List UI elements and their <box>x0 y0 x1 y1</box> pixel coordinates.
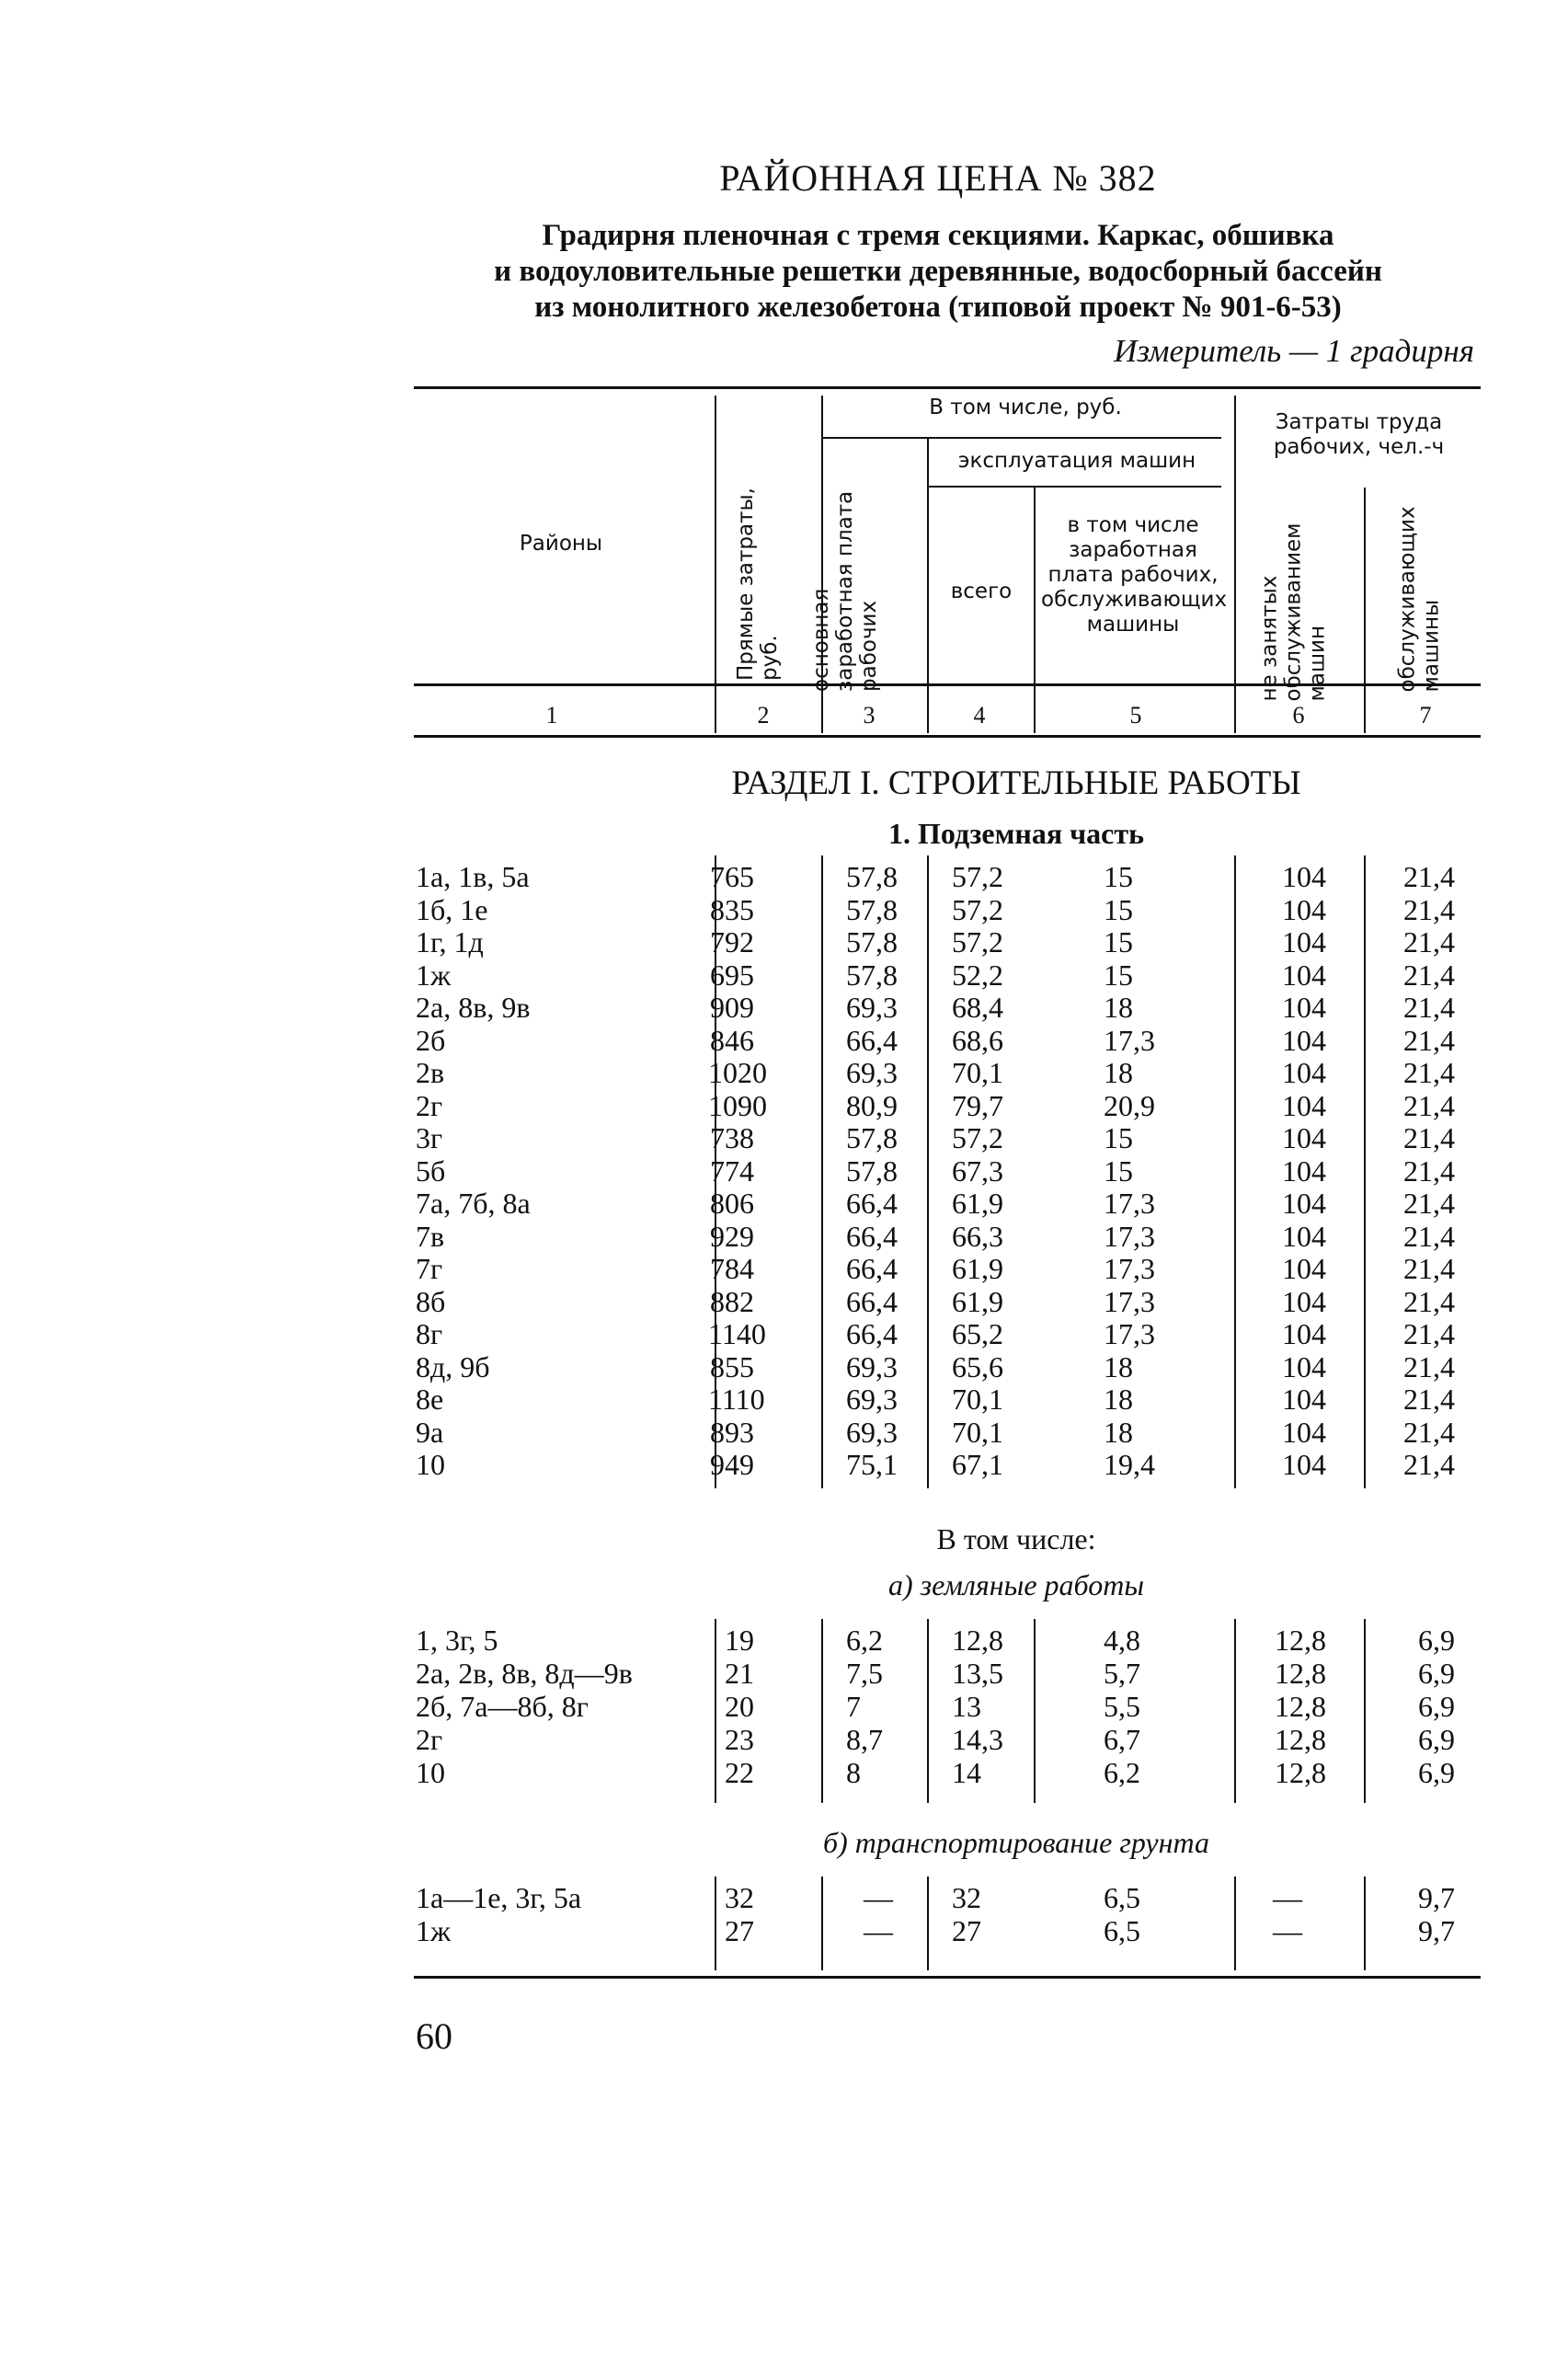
cell-machine-wage: 19,4 <box>1104 1448 1155 1481</box>
cell-base-wage: 57,8 <box>846 860 898 893</box>
table-row <box>414 958 1481 992</box>
cell-region: 9а <box>416 1415 444 1449</box>
table-row <box>414 860 1481 893</box>
cell-machine-wage: 15 <box>1104 925 1133 958</box>
cell-machine-total: 65,6 <box>952 1349 1003 1383</box>
table-row <box>414 1350 1481 1383</box>
cell-machine-wage: 15 <box>1104 958 1133 992</box>
table-row <box>414 1187 1481 1220</box>
cell-region: 1а—1е, 3г, 5а <box>416 1881 582 1914</box>
cell-machine-wage: 4,8 <box>1104 1624 1140 1657</box>
cell-labor-not-machine: 104 <box>1282 1154 1326 1188</box>
cell-direct-cost: 1020 <box>708 1056 767 1089</box>
cell-labor-not-machine: 104 <box>1282 1121 1326 1154</box>
cell-labor-not-machine: 104 <box>1282 1415 1326 1449</box>
cell-direct-cost: 846 <box>710 1023 754 1057</box>
cell-direct-cost: 792 <box>710 925 754 958</box>
cell-labor-not-machine: 104 <box>1282 1317 1326 1350</box>
cell-machine-total: 13 <box>952 1690 981 1723</box>
cell-labor-machine: 21,4 <box>1403 958 1455 992</box>
colnum-3: 3 <box>863 702 876 729</box>
table-row <box>414 925 1481 958</box>
table-row <box>414 1317 1481 1350</box>
cell-direct-cost: 20 <box>725 1690 754 1723</box>
cell-labor-machine: 6,9 <box>1418 1624 1455 1657</box>
subtitle-line-1: Градирня пленочная с тремя секциями. Каркас, обшивка <box>542 219 1334 252</box>
cell-direct-cost: 738 <box>710 1121 754 1154</box>
colnum-2: 2 <box>757 702 770 729</box>
cell-machine-total: 67,3 <box>952 1154 1003 1188</box>
cell-direct-cost: 1110 <box>708 1383 765 1416</box>
cell-labor-machine: 21,4 <box>1403 925 1455 958</box>
cell-machine-wage: 5,7 <box>1104 1657 1140 1690</box>
cell-machine-total: 52,2 <box>952 958 1003 992</box>
table-row <box>414 1154 1481 1188</box>
cell-region: 8д, 9б <box>416 1349 490 1383</box>
header-exp-rule <box>929 486 1221 488</box>
cell-machine-wage: 15 <box>1104 892 1133 926</box>
cell-base-wage: 57,8 <box>846 892 898 926</box>
cell-labor-not-machine: 104 <box>1282 1023 1326 1057</box>
cell-machine-wage: 6,5 <box>1104 1914 1140 1947</box>
cell-base-wage: 80,9 <box>846 1088 898 1122</box>
cell-labor-not-machine: 12,8 <box>1275 1690 1326 1723</box>
cell-labor-machine: 9,7 <box>1418 1914 1455 1947</box>
cell-labor-not-machine: 104 <box>1282 1349 1326 1383</box>
cell-machine-total: 57,2 <box>952 1121 1003 1154</box>
cell-machine-total: 66,3 <box>952 1219 1003 1253</box>
cell-machine-total: 14,3 <box>952 1723 1003 1756</box>
cell-machine-wage: 17,3 <box>1104 1023 1155 1057</box>
cell-machine-wage: 18 <box>1104 1415 1133 1449</box>
cell-machine-total: 12,8 <box>952 1624 1003 1657</box>
cell-region: 2а, 2в, 8в, 8д—9в <box>416 1657 633 1690</box>
cell-direct-cost: 1090 <box>708 1088 767 1122</box>
cell-machine-wage: 17,3 <box>1104 1284 1155 1318</box>
cell-labor-not-machine: 104 <box>1282 1088 1326 1122</box>
cell-region: 3г <box>416 1121 443 1154</box>
sub-a-title: а) земляные работы <box>888 1568 1144 1601</box>
cell-labor-not-machine: 104 <box>1282 892 1326 926</box>
cell-labor-not-machine: 104 <box>1282 1187 1326 1220</box>
cell-region: 7г <box>416 1252 443 1285</box>
header-ne-zanyatyh: не занятых обслуживанием машин <box>1257 522 1330 702</box>
colnum-bottom-rule <box>414 735 1481 738</box>
cell-direct-cost: 19 <box>725 1624 754 1657</box>
cell-labor-machine: 21,4 <box>1403 991 1455 1024</box>
page-number: 60 <box>416 2015 452 2057</box>
cell-direct-cost: 1140 <box>708 1317 766 1350</box>
cell-labor-not-machine: 104 <box>1282 1252 1326 1285</box>
cell-machine-wage: 18 <box>1104 991 1133 1024</box>
cell-region: 10 <box>416 1448 445 1481</box>
cell-machine-total: 67,1 <box>952 1448 1003 1481</box>
cell-direct-cost: 835 <box>710 892 754 926</box>
colnum-6: 6 <box>1292 702 1305 729</box>
cell-machine-wage: 15 <box>1104 1154 1133 1188</box>
colnum-1: 1 <box>545 702 558 729</box>
cell-base-wage: 69,3 <box>846 1415 898 1449</box>
subtitle-line-2: и водоуловительные решетки деревянные, водосборный бассейн <box>494 255 1382 288</box>
part1-title: 1. Подземная часть <box>887 817 1145 850</box>
cell-base-wage: 57,8 <box>846 925 898 958</box>
vline-5 <box>1234 396 1236 733</box>
cell-base-wage: 6,2 <box>846 1624 883 1657</box>
table-row <box>414 1121 1481 1154</box>
cell-labor-not-machine: 12,8 <box>1275 1657 1326 1690</box>
cell-machine-total: 79,7 <box>952 1088 1003 1122</box>
cell-direct-cost: 929 <box>710 1219 754 1253</box>
header-osnovnaya: основная заработная плата рабочих <box>809 490 881 692</box>
subtitle-line-3: из монолитного железобетона (типовой проект № 901-6-53) <box>534 291 1342 324</box>
cell-labor-machine: 21,4 <box>1403 892 1455 926</box>
cell-machine-total: 27 <box>952 1914 981 1947</box>
table-row <box>414 1285 1481 1318</box>
header-v-tom-chisle-zp: в том числе заработная плата рабочих, обслуживающих машины <box>1041 513 1228 637</box>
header-top-rule <box>414 386 1481 389</box>
cell-base-wage: 66,4 <box>846 1252 898 1285</box>
cell-base-wage: — <box>864 1881 893 1914</box>
vline-1 <box>715 396 716 733</box>
header-ekspluatatsiya: эксплуатация машин <box>957 449 1196 473</box>
vline-4 <box>1034 488 1036 733</box>
cell-labor-not-machine: — <box>1273 1914 1302 1947</box>
cell-machine-wage: 5,5 <box>1104 1690 1140 1723</box>
cell-labor-not-machine: 104 <box>1282 991 1326 1024</box>
cell-labor-machine: 21,4 <box>1403 1154 1455 1188</box>
cell-direct-cost: 21 <box>725 1657 754 1690</box>
cell-region: 8б <box>416 1284 446 1318</box>
cell-machine-wage: 17,3 <box>1104 1317 1155 1350</box>
cell-machine-total: 70,1 <box>952 1056 1003 1089</box>
cell-labor-not-machine: 104 <box>1282 1284 1326 1318</box>
cell-base-wage: 75,1 <box>846 1448 898 1481</box>
table-row <box>414 1881 1481 1914</box>
cell-labor-machine: 21,4 <box>1403 1056 1455 1089</box>
table-row <box>414 1624 1481 1657</box>
cell-machine-total: 70,1 <box>952 1383 1003 1416</box>
table-row <box>414 991 1481 1024</box>
header-mid-rule <box>823 437 1221 439</box>
cell-machine-wage: 17,3 <box>1104 1219 1155 1253</box>
cell-region: 1ж <box>416 958 452 992</box>
cell-labor-machine: 21,4 <box>1403 1023 1455 1057</box>
header-obsluzhivayuschih: обслуживающих машины <box>1395 506 1444 693</box>
cell-base-wage: 66,4 <box>846 1187 898 1220</box>
cell-machine-total: 65,2 <box>952 1317 1003 1350</box>
cell-labor-not-machine: 104 <box>1282 1056 1326 1089</box>
cell-region: 2б <box>416 1023 446 1057</box>
cell-labor-machine: 21,4 <box>1403 1252 1455 1285</box>
cell-region: 7а, 7б, 8а <box>416 1187 531 1220</box>
cell-base-wage: 66,4 <box>846 1284 898 1318</box>
cell-machine-wage: 15 <box>1104 860 1133 893</box>
cell-labor-machine: 6,9 <box>1418 1723 1455 1756</box>
cell-machine-total: 14 <box>952 1756 981 1789</box>
measure-unit: Измеритель — 1 градирня <box>1114 333 1474 369</box>
cell-machine-wage: 17,3 <box>1104 1252 1155 1285</box>
cell-machine-total: 68,4 <box>952 991 1003 1024</box>
table-row <box>414 1024 1481 1057</box>
header-vsego: всего <box>950 580 1013 603</box>
cell-region: 2б, 7а—8б, 8г <box>416 1690 589 1723</box>
cell-region: 2г <box>416 1723 443 1756</box>
v-tom-chisle-label: В том числе: <box>936 1522 1096 1555</box>
cell-machine-wage: 17,3 <box>1104 1187 1155 1220</box>
cell-machine-total: 57,2 <box>952 892 1003 926</box>
cell-region: 5б <box>416 1154 446 1188</box>
cell-direct-cost: 695 <box>710 958 754 992</box>
cell-labor-machine: 21,4 <box>1403 1121 1455 1154</box>
cell-labor-machine: 9,7 <box>1418 1881 1455 1914</box>
table-row <box>414 1690 1481 1723</box>
cell-region: 7в <box>416 1219 445 1253</box>
section-title: РАЗДЕЛ I. СТРОИТЕЛЬНЫЕ РАБОТЫ <box>731 764 1301 802</box>
cell-base-wage: 69,3 <box>846 1349 898 1383</box>
table-row <box>414 1914 1481 1947</box>
cell-machine-total: 13,5 <box>952 1657 1003 1690</box>
cell-machine-wage: 6,7 <box>1104 1723 1140 1756</box>
cell-base-wage: 66,4 <box>846 1023 898 1057</box>
cell-machine-wage: 20,9 <box>1104 1088 1155 1122</box>
cell-direct-cost: 784 <box>710 1252 754 1285</box>
cell-labor-machine: 21,4 <box>1403 1187 1455 1220</box>
cell-machine-total: 61,9 <box>952 1252 1003 1285</box>
cell-labor-not-machine: 12,8 <box>1275 1756 1326 1789</box>
cell-labor-not-machine: 104 <box>1282 860 1326 893</box>
cell-labor-not-machine: 12,8 <box>1275 1723 1326 1756</box>
cell-base-wage: 57,8 <box>846 958 898 992</box>
cell-direct-cost: 855 <box>710 1349 754 1383</box>
cell-labor-not-machine: — <box>1273 1881 1302 1914</box>
cell-region: 2г <box>416 1088 443 1122</box>
header-pryamye: Прямые затраты, руб. <box>734 488 782 681</box>
cell-labor-machine: 21,4 <box>1403 1349 1455 1383</box>
cell-region: 10 <box>416 1756 445 1789</box>
cell-machine-total: 61,9 <box>952 1187 1003 1220</box>
cell-region: 1а, 1в, 5а <box>416 860 530 893</box>
cell-direct-cost: 882 <box>710 1284 754 1318</box>
header-zatraty-truda: Затраты труда рабочих, чел.-ч <box>1273 410 1445 459</box>
sub-b-title: б) транспортирование грунта <box>822 1826 1209 1859</box>
cell-base-wage: 8,7 <box>846 1723 883 1756</box>
cell-labor-not-machine: 104 <box>1282 1383 1326 1416</box>
cell-base-wage: 66,4 <box>846 1219 898 1253</box>
cell-base-wage: 69,3 <box>846 1383 898 1416</box>
cell-labor-not-machine: 104 <box>1282 1219 1326 1253</box>
cell-machine-total: 70,1 <box>952 1415 1003 1449</box>
cell-base-wage: 69,3 <box>846 1056 898 1089</box>
cell-labor-machine: 21,4 <box>1403 1219 1455 1253</box>
cell-labor-machine: 21,4 <box>1403 1284 1455 1318</box>
cell-machine-wage: 6,5 <box>1104 1881 1140 1914</box>
cell-base-wage: 7,5 <box>846 1657 883 1690</box>
cell-direct-cost: 27 <box>725 1914 754 1947</box>
vline-6 <box>1364 488 1366 733</box>
cell-direct-cost: 806 <box>710 1187 754 1220</box>
cell-machine-total: 57,2 <box>952 925 1003 958</box>
table-row <box>414 1089 1481 1122</box>
cell-direct-cost: 22 <box>725 1756 754 1789</box>
colnum-4: 4 <box>973 702 986 729</box>
table-row <box>414 1416 1481 1449</box>
cell-labor-machine: 21,4 <box>1403 1317 1455 1350</box>
cell-labor-machine: 6,9 <box>1418 1756 1455 1789</box>
table-row <box>414 1723 1481 1756</box>
colnum-7: 7 <box>1419 702 1432 729</box>
cell-machine-wage: 18 <box>1104 1349 1133 1383</box>
cell-base-wage: 69,3 <box>846 991 898 1024</box>
cell-direct-cost: 765 <box>710 860 754 893</box>
cell-base-wage: 57,8 <box>846 1154 898 1188</box>
cell-labor-machine: 6,9 <box>1418 1657 1455 1690</box>
cell-machine-wage: 15 <box>1104 1121 1133 1154</box>
cell-direct-cost: 893 <box>710 1415 754 1449</box>
cell-labor-machine: 21,4 <box>1403 1088 1455 1122</box>
cell-labor-machine: 6,9 <box>1418 1690 1455 1723</box>
cell-direct-cost: 774 <box>710 1154 754 1188</box>
cell-labor-machine: 21,4 <box>1403 1448 1455 1481</box>
cell-labor-machine: 21,4 <box>1403 860 1455 893</box>
cell-direct-cost: 909 <box>710 991 754 1024</box>
table-row <box>414 1756 1481 1789</box>
cell-region: 1б, 1е <box>416 892 488 926</box>
cell-labor-not-machine: 12,8 <box>1275 1624 1326 1657</box>
colnum-5: 5 <box>1129 702 1142 729</box>
header-rayony: Районы <box>519 532 603 556</box>
cell-region: 1г, 1д <box>416 925 484 958</box>
cell-labor-machine: 21,4 <box>1403 1415 1455 1449</box>
cell-base-wage: 7 <box>846 1690 861 1723</box>
cell-base-wage: 57,8 <box>846 1121 898 1154</box>
table-row <box>414 1220 1481 1253</box>
cell-region: 1ж <box>416 1914 452 1947</box>
cell-region: 8е <box>416 1383 444 1416</box>
table-row <box>414 893 1481 926</box>
table-end-rule <box>414 1976 1481 1979</box>
cell-labor-not-machine: 104 <box>1282 1448 1326 1481</box>
price-title: РАЙОННАЯ ЦЕНА № 382 <box>719 157 1157 199</box>
cell-base-wage: 8 <box>846 1756 861 1789</box>
cell-direct-cost: 23 <box>725 1723 754 1756</box>
table-row <box>414 1448 1481 1481</box>
cell-machine-total: 68,6 <box>952 1023 1003 1057</box>
table-row <box>414 1383 1481 1416</box>
vline-3 <box>927 439 929 733</box>
table-row <box>414 1657 1481 1690</box>
cell-machine-wage: 18 <box>1104 1383 1133 1416</box>
cell-machine-total: 57,2 <box>952 860 1003 893</box>
cell-region: 8г <box>416 1317 443 1350</box>
cell-region: 2в <box>416 1056 445 1089</box>
cell-base-wage: 66,4 <box>846 1317 898 1350</box>
cell-machine-total: 32 <box>952 1881 981 1914</box>
table-row <box>414 1252 1481 1285</box>
cell-labor-machine: 21,4 <box>1403 1383 1455 1416</box>
cell-machine-total: 61,9 <box>952 1284 1003 1318</box>
header-v-tom-chisle: В том числе, руб. <box>929 396 1122 419</box>
cell-region: 2а, 8в, 9в <box>416 991 531 1024</box>
cell-machine-wage: 6,2 <box>1104 1756 1140 1789</box>
cell-labor-not-machine: 104 <box>1282 958 1326 992</box>
table-row <box>414 1056 1481 1089</box>
cell-machine-wage: 18 <box>1104 1056 1133 1089</box>
cell-base-wage: — <box>864 1914 893 1947</box>
cell-labor-not-machine: 104 <box>1282 925 1326 958</box>
cell-region: 1, 3г, 5 <box>416 1624 498 1657</box>
cell-direct-cost: 32 <box>725 1881 754 1914</box>
cell-direct-cost: 949 <box>710 1448 754 1481</box>
